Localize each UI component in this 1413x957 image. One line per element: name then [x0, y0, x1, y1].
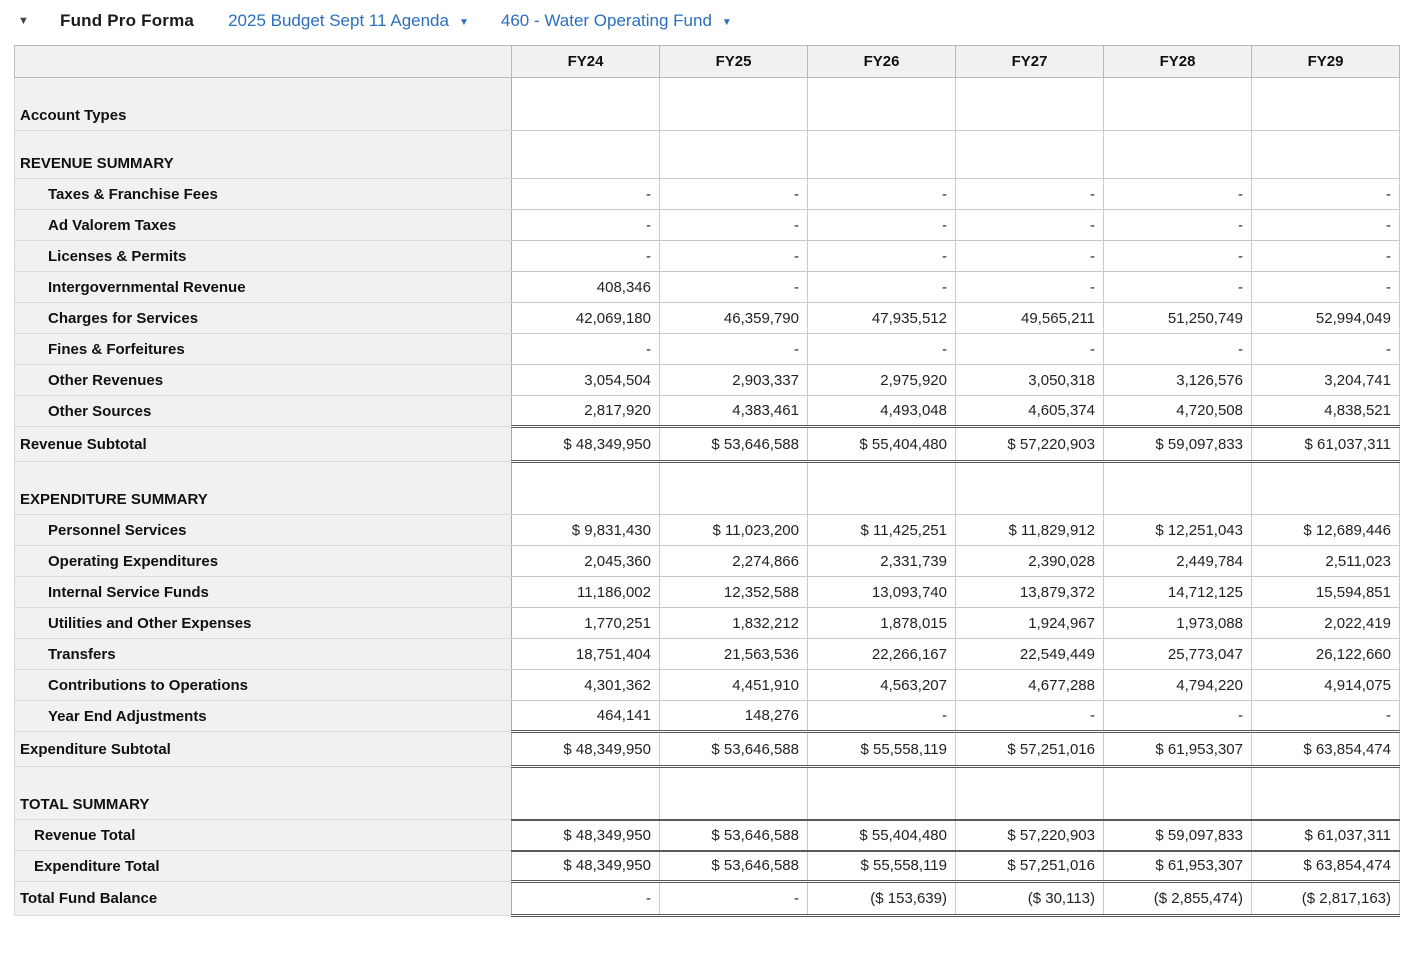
cell-value: 2,975,920 [808, 365, 956, 396]
cell-value: 4,563,207 [808, 670, 956, 701]
cell-value: - [808, 210, 956, 241]
table-row [15, 670, 1400, 701]
cell-value: 11,186,002 [512, 577, 660, 608]
cell-value: $ 48,349,950 [512, 820, 660, 851]
row-label: Revenue Subtotal [15, 427, 512, 462]
cell-value: - [660, 272, 808, 303]
row-label: Internal Service Funds [15, 577, 512, 608]
cell-value [808, 462, 956, 515]
cell-value: 4,794,220 [1104, 670, 1252, 701]
cell-value: - [808, 179, 956, 210]
table-row [15, 396, 1400, 427]
column-header-fy25: FY25 [660, 46, 808, 78]
column-header-fy26: FY26 [808, 46, 956, 78]
cell-value [660, 767, 808, 820]
cell-value: 1,924,967 [956, 608, 1104, 639]
cell-value: - [956, 272, 1104, 303]
row-label: Expenditure Subtotal [15, 732, 512, 767]
cell-value: $ 11,023,200 [660, 515, 808, 546]
row-label: Charges for Services [15, 303, 512, 334]
cell-value [956, 462, 1104, 515]
cell-value [660, 131, 808, 179]
cell-value: - [1252, 241, 1400, 272]
cell-value: 1,770,251 [512, 608, 660, 639]
budget-version-dropdown-label: 2025 Budget Sept 11 Agenda [228, 11, 449, 30]
cell-value: 47,935,512 [808, 303, 956, 334]
cell-value: 148,276 [660, 701, 808, 732]
cell-value: 2,045,360 [512, 546, 660, 577]
cell-value: $ 55,404,480 [808, 820, 956, 851]
cell-value: - [660, 241, 808, 272]
row-label: EXPENDITURE SUMMARY [15, 462, 512, 515]
cell-value: $ 55,558,119 [808, 732, 956, 767]
table-row [15, 365, 1400, 396]
cell-value: 46,359,790 [660, 303, 808, 334]
cell-value: $ 57,251,016 [956, 851, 1104, 882]
cell-value [512, 78, 660, 131]
cell-value: $ 55,558,119 [808, 851, 956, 882]
cell-value: 4,301,362 [512, 670, 660, 701]
cell-value: 4,838,521 [1252, 396, 1400, 427]
cell-value: 2,331,739 [808, 546, 956, 577]
cell-value [512, 462, 660, 515]
cell-value: 4,605,374 [956, 396, 1104, 427]
table-row [15, 303, 1400, 334]
cell-value: $ 48,349,950 [512, 427, 660, 462]
row-label: Expenditure Total [15, 851, 512, 882]
column-header-fy29: FY29 [1252, 46, 1400, 78]
chevron-down-icon: ▼ [721, 16, 732, 28]
row-label: Licenses & Permits [15, 241, 512, 272]
table-row [15, 179, 1400, 210]
cell-value: 2,274,866 [660, 546, 808, 577]
cell-value: - [512, 210, 660, 241]
cell-value: $ 9,831,430 [512, 515, 660, 546]
cell-value: $ 57,251,016 [956, 732, 1104, 767]
cell-value: - [956, 210, 1104, 241]
collapse-caret-icon[interactable]: ▼ [18, 14, 29, 27]
cell-value: 12,352,588 [660, 577, 808, 608]
cell-value: 4,451,910 [660, 670, 808, 701]
page-title: Fund Pro Forma [60, 11, 195, 30]
cell-value: ($ 2,855,474) [1104, 882, 1252, 916]
cell-value: - [808, 334, 956, 365]
cell-value: $ 12,251,043 [1104, 515, 1252, 546]
cell-value: 13,879,372 [956, 577, 1104, 608]
cell-value: $ 48,349,950 [512, 851, 660, 882]
cell-value: $ 61,037,311 [1252, 820, 1400, 851]
cell-value: - [1252, 272, 1400, 303]
cell-value: 1,973,088 [1104, 608, 1252, 639]
cell-value: $ 61,953,307 [1104, 732, 1252, 767]
column-header-fy24: FY24 [512, 46, 660, 78]
cell-value [808, 131, 956, 179]
row-label: Ad Valorem Taxes [15, 210, 512, 241]
row-label: Revenue Total [15, 820, 512, 851]
cell-value: - [660, 882, 808, 916]
cell-value [1252, 767, 1400, 820]
cell-value: - [1252, 334, 1400, 365]
cell-value: 3,126,576 [1104, 365, 1252, 396]
cell-value: 4,383,461 [660, 396, 808, 427]
cell-value: 22,266,167 [808, 639, 956, 670]
cell-value: $ 57,220,903 [956, 820, 1104, 851]
cell-value: $ 53,646,588 [660, 427, 808, 462]
row-label: Contributions to Operations [15, 670, 512, 701]
cell-value [808, 767, 956, 820]
cell-value: 22,549,449 [956, 639, 1104, 670]
table-row [15, 427, 1400, 462]
cell-value: 25,773,047 [1104, 639, 1252, 670]
cell-value: - [808, 701, 956, 732]
cell-value [956, 131, 1104, 179]
cell-value: 2,817,920 [512, 396, 660, 427]
cell-value: - [956, 241, 1104, 272]
cell-value: $ 63,854,474 [1252, 732, 1400, 767]
cell-value: - [956, 701, 1104, 732]
cell-value: - [1252, 179, 1400, 210]
cell-value: 3,050,318 [956, 365, 1104, 396]
cell-value [956, 767, 1104, 820]
cell-value: - [1252, 701, 1400, 732]
cell-value: - [660, 210, 808, 241]
table-row [15, 767, 1400, 820]
table-row [15, 210, 1400, 241]
cell-value: - [512, 334, 660, 365]
table-row [15, 732, 1400, 767]
cell-value: - [512, 179, 660, 210]
cell-value [1252, 78, 1400, 131]
cell-value: 4,914,075 [1252, 670, 1400, 701]
cell-value: 18,751,404 [512, 639, 660, 670]
budget-version-dropdown[interactable] [228, 11, 469, 31]
cell-value: - [1104, 272, 1252, 303]
cell-value: - [1104, 701, 1252, 732]
cell-value [956, 78, 1104, 131]
table-row [15, 241, 1400, 272]
table-row [15, 272, 1400, 303]
cell-value: - [1104, 334, 1252, 365]
cell-value [1104, 767, 1252, 820]
cell-value: - [512, 882, 660, 916]
cell-value [1252, 131, 1400, 179]
cell-value: ($ 153,639) [808, 882, 956, 916]
table-row [15, 608, 1400, 639]
row-label: Transfers [15, 639, 512, 670]
cell-value: $ 61,037,311 [1252, 427, 1400, 462]
cell-value: - [660, 334, 808, 365]
cell-value: $ 59,097,833 [1104, 820, 1252, 851]
cell-value: - [660, 179, 808, 210]
row-label: Year End Adjustments [15, 701, 512, 732]
cell-value: 3,054,504 [512, 365, 660, 396]
cell-value: $ 61,953,307 [1104, 851, 1252, 882]
row-label: Personnel Services [15, 515, 512, 546]
cell-value: 21,563,536 [660, 639, 808, 670]
row-label: Account Types [15, 78, 512, 131]
cell-value [512, 767, 660, 820]
table-row [15, 577, 1400, 608]
cell-value [1104, 462, 1252, 515]
cell-value: - [1104, 179, 1252, 210]
row-label: REVENUE SUMMARY [15, 131, 512, 179]
column-header-row [15, 46, 1400, 78]
cell-value: 1,878,015 [808, 608, 956, 639]
cell-value: 408,346 [512, 272, 660, 303]
pro-forma-table [14, 45, 1400, 917]
cell-value: 1,832,212 [660, 608, 808, 639]
row-label: TOTAL SUMMARY [15, 767, 512, 820]
row-label: Taxes & Franchise Fees [15, 179, 512, 210]
cell-value [512, 131, 660, 179]
cell-value: - [1252, 210, 1400, 241]
cell-value: 49,565,211 [956, 303, 1104, 334]
cell-value: ($ 2,817,163) [1252, 882, 1400, 916]
cell-value: 51,250,749 [1104, 303, 1252, 334]
table-row [15, 882, 1400, 916]
cell-value: $ 57,220,903 [956, 427, 1104, 462]
row-label: Utilities and Other Expenses [15, 608, 512, 639]
column-header-fy27: FY27 [956, 46, 1104, 78]
cell-value: 52,994,049 [1252, 303, 1400, 334]
row-label: Total Fund Balance [15, 882, 512, 916]
cell-value [1252, 462, 1400, 515]
row-label: Other Revenues [15, 365, 512, 396]
table-row [15, 851, 1400, 882]
cell-value: 2,022,419 [1252, 608, 1400, 639]
table-row [15, 546, 1400, 577]
cell-value: 4,493,048 [808, 396, 956, 427]
cell-value: 2,903,337 [660, 365, 808, 396]
cell-value: ($ 30,113) [956, 882, 1104, 916]
fund-dropdown[interactable] [501, 11, 732, 31]
cell-value [808, 78, 956, 131]
cell-value: - [808, 241, 956, 272]
cell-value: $ 11,425,251 [808, 515, 956, 546]
cell-value: 4,720,508 [1104, 396, 1252, 427]
chevron-down-icon: ▼ [458, 16, 469, 28]
cell-value: $ 53,646,588 [660, 851, 808, 882]
fund-dropdown-label: 460 - Water Operating Fund [500, 11, 712, 30]
cell-value: - [512, 241, 660, 272]
cell-value: $ 48,349,950 [512, 732, 660, 767]
table-row [15, 701, 1400, 732]
table-body [15, 78, 1400, 916]
cell-value [1104, 78, 1252, 131]
column-header-fy28: FY28 [1104, 46, 1252, 78]
table-row [15, 820, 1400, 851]
cell-value: 15,594,851 [1252, 577, 1400, 608]
table-row [15, 462, 1400, 515]
toolbar [0, 0, 1413, 39]
cell-value: $ 55,404,480 [808, 427, 956, 462]
table-row [15, 515, 1400, 546]
cell-value: $ 53,646,588 [660, 732, 808, 767]
cell-value: $ 11,829,912 [956, 515, 1104, 546]
cell-value [660, 462, 808, 515]
cell-value: 42,069,180 [512, 303, 660, 334]
cell-value: - [808, 272, 956, 303]
cell-value: 3,204,741 [1252, 365, 1400, 396]
table-row [15, 78, 1400, 131]
cell-value: - [956, 179, 1104, 210]
table-row [15, 639, 1400, 670]
table-row [15, 131, 1400, 179]
cell-value: $ 59,097,833 [1104, 427, 1252, 462]
cell-value: - [1104, 241, 1252, 272]
cell-value: 2,511,023 [1252, 546, 1400, 577]
cell-value: 13,093,740 [808, 577, 956, 608]
cell-value [1104, 131, 1252, 179]
cell-value: 464,141 [512, 701, 660, 732]
cell-value: $ 63,854,474 [1252, 851, 1400, 882]
cell-value: 2,449,784 [1104, 546, 1252, 577]
row-label: Other Sources [15, 396, 512, 427]
row-label: Intergovernmental Revenue [15, 272, 512, 303]
cell-value: - [956, 334, 1104, 365]
cell-value: $ 53,646,588 [660, 820, 808, 851]
cell-value: 26,122,660 [1252, 639, 1400, 670]
cell-value: $ 12,689,446 [1252, 515, 1400, 546]
cell-value: 2,390,028 [956, 546, 1104, 577]
cell-value: 4,677,288 [956, 670, 1104, 701]
cell-value [660, 78, 808, 131]
table-row [15, 334, 1400, 365]
corner-header-cell [15, 46, 512, 78]
cell-value: 14,712,125 [1104, 577, 1252, 608]
cell-value: - [1104, 210, 1252, 241]
row-label: Fines & Forfeitures [15, 334, 512, 365]
row-label: Operating Expenditures [15, 546, 512, 577]
